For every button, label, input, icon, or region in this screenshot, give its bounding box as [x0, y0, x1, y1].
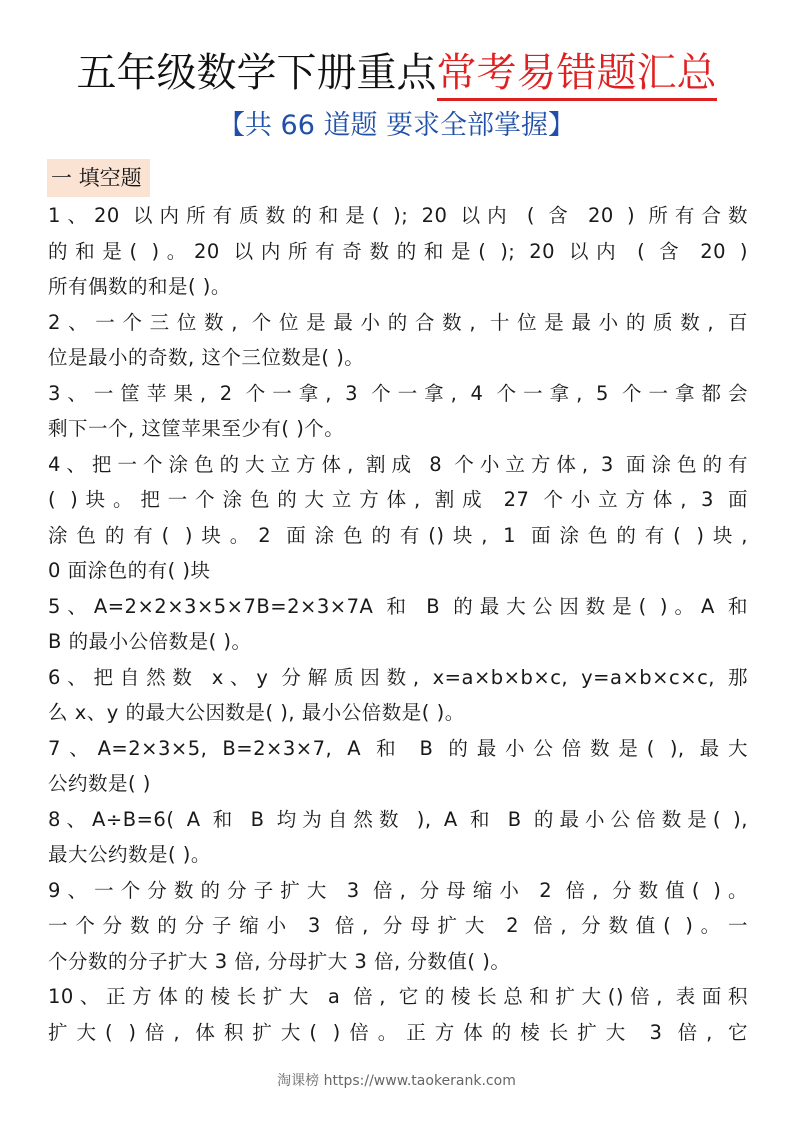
question-line: 3、一筐苹果, 2 个一拿, 3 个一拿, 4 个一拿, 5 个一拿都会 — [48, 381, 748, 405]
question-list — [48, 198, 748, 1050]
question-line: 9、一个分数的分子扩大 3 倍, 分母缩小 2 倍, 分数值( )。 — [48, 878, 748, 902]
question-line: 扩大( )倍, 体积扩大( )倍。正方体的棱长扩大 3 倍, 它 — [48, 1020, 748, 1044]
question-line: 2、一个三位数, 个位是最小的合数, 十位是最小的质数, 百 — [48, 310, 748, 334]
question-line: 涂色的有( )块。2 面涂色的有()块, 1 面涂色的有( )块, — [48, 523, 748, 547]
question-line: 最大公约数是( )。 — [48, 843, 211, 866]
page-footer: 淘课榜 https://www.taokerank.com — [277, 1073, 516, 1089]
question-line: 么 x、y 的最大公因数是( ), 最小公倍数是( )。 — [48, 701, 465, 724]
question-line: 10、正方体的棱长扩大 a 倍, 它的棱长总和扩大()倍, 表面积 — [48, 985, 748, 1008]
title-highlight: 常考易错题汇总 — [437, 50, 717, 101]
page-subtitle: 【共 66 道题 要求全部掌握】 — [217, 110, 576, 141]
question-line: 公约数是( ) — [48, 772, 151, 795]
question-line: 位是最小的奇数, 这个三位数是( )。 — [48, 346, 365, 369]
question-line: 1、20 以内所有质数的和是( ); 20 以内 ( 含 20 ) 所有合数 — [48, 204, 748, 227]
page-title — [0, 48, 793, 98]
section-heading: 一 填空题 — [47, 159, 150, 197]
question-line: 所有偶数的和是( )。 — [48, 275, 231, 298]
question-line: 5、A=2×2×3×5×7B=2×3×7A 和 B 的最大公因数是( )。A 和 — [48, 594, 748, 618]
question-line: B 的最小公倍数是( )。 — [48, 630, 252, 653]
question-line: 6、把自然数 x、y 分解质因数, x=a×b×b×c, y=a×b×c×c, 那 — [48, 665, 748, 689]
question-line: 4、把一个涂色的大立方体, 割成 8 个小立方体, 3 面涂色的有 — [48, 452, 748, 476]
question-line: 7、A=2×3×5, B=2×3×7, A 和 B 的最小公倍数是( ), 最大 — [48, 736, 748, 760]
question-line: 0 面涂色的有( )块 — [48, 559, 211, 582]
question-line: 个分数的分子扩大 3 倍, 分母扩大 3 倍, 分数值( )。 — [48, 949, 511, 973]
question-line: ( )块。把一个涂色的大立方体, 割成 27 个小立方体, 3 面 — [48, 488, 748, 511]
question-line: 的和是( )。20 以内所有奇数的和是( ); 20 以内 ( 含 20 ) — [48, 239, 748, 263]
question-line: 剩下一个, 这筐苹果至少有( )个。 — [48, 417, 345, 440]
title-main: 五年级数学下册重点 — [76, 50, 437, 96]
question-line: 一个分数的分子缩小 3 倍, 分母扩大 2 倍, 分数值( )。一 — [48, 914, 748, 937]
question-line: 8、A÷B=6( A 和 B 均为自然数 ), A 和 B 的最小公倍数是( ), — [48, 807, 748, 831]
